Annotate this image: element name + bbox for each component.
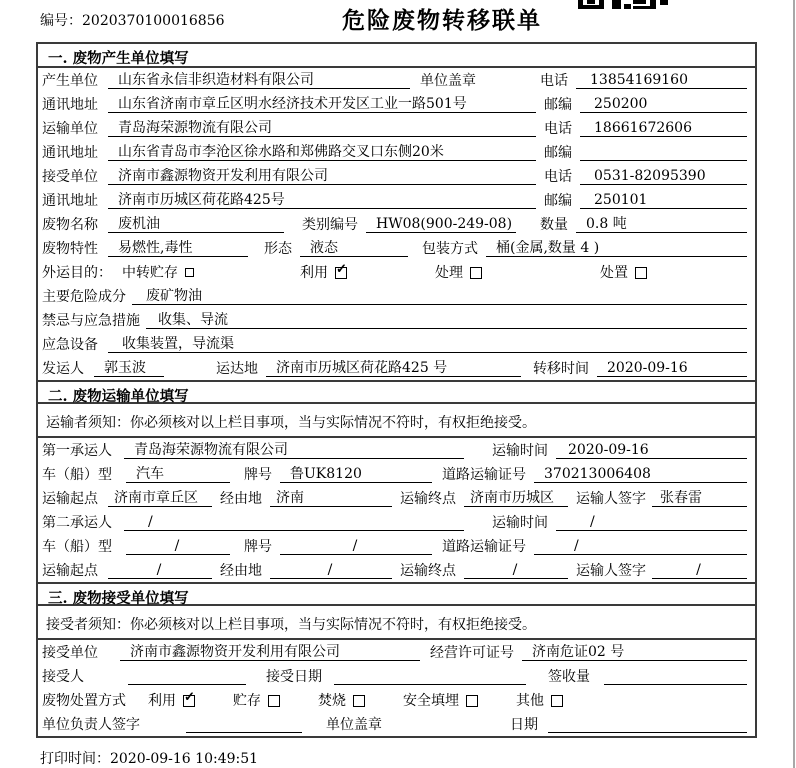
label-zip: 邮编 xyxy=(544,192,572,209)
label-vehicle-type: 车（船）型 xyxy=(42,466,112,483)
value-category-code: HW08(900-249-08) xyxy=(366,216,516,233)
option-disposal-other-label: 其他 xyxy=(516,692,544,709)
label-emergency-equipment: 应急设备 xyxy=(42,336,98,353)
label-transporter-signature: 运输人签字 xyxy=(576,490,646,507)
label-packaging: 包装方式 xyxy=(422,240,478,257)
label-first-carrier: 第一承运人 xyxy=(42,442,112,459)
label-transfer-purpose: 外运目的： xyxy=(42,264,112,281)
checkbox-dispose-unchecked[interactable] xyxy=(635,267,647,279)
doc-number-value: 2020370100016856 xyxy=(82,13,225,29)
checkbox-treat-unchecked[interactable] xyxy=(470,267,482,279)
value-acceptor xyxy=(128,684,246,685)
value-producer-phone: 13854169160 xyxy=(576,72,747,89)
label-unit-seal: 单位盖章 xyxy=(326,716,382,733)
value-precautions: 收集、导流 xyxy=(146,312,747,329)
label-route-end: 运输终点 xyxy=(400,562,456,579)
value-vehicle-type: 汽车 xyxy=(126,466,230,483)
label-hazard-component: 主要危险成分 xyxy=(42,288,126,305)
checkbox-disposal-burn-unchecked[interactable] xyxy=(353,695,365,707)
value-transport-time2: / xyxy=(556,514,747,531)
label-dispatcher: 发运人 xyxy=(42,360,84,377)
value-received-quantity xyxy=(604,684,747,685)
option-dispose-label: 处置 xyxy=(600,264,628,281)
value-hazard-component: 废矿物油 xyxy=(132,288,747,305)
row-producer-unit xyxy=(38,68,755,92)
label-via: 经由地 xyxy=(220,562,262,579)
value-route-end2: / xyxy=(464,562,568,579)
option-utilize xyxy=(300,261,347,281)
value-sign-date xyxy=(548,732,747,733)
checkbox-disposal-other-unchecked[interactable] xyxy=(551,695,563,707)
label-phone: 电话 xyxy=(544,120,572,137)
check-mark-icon: ✓ xyxy=(336,261,347,277)
value-via2: / xyxy=(270,562,392,579)
option-dispose xyxy=(600,265,647,281)
label-address: 通讯地址 xyxy=(42,144,98,161)
label-route-end: 运输终点 xyxy=(400,490,456,507)
row-hazard-component xyxy=(38,284,755,308)
value-license-number: 济南危证02 号 xyxy=(522,644,747,661)
label-plate-number: 牌号 xyxy=(244,538,272,555)
value-waste-name: 废机油 xyxy=(108,216,284,233)
value-producer-unit: 山东省永信非织造材料有限公司 xyxy=(108,72,410,89)
label-unit-seal: 单位盖章 xyxy=(420,72,476,89)
label-road-permit: 道路运输证号 xyxy=(442,466,526,483)
row-responsible-signature xyxy=(38,712,755,736)
value-dispatcher: 郭玉波 xyxy=(94,360,164,377)
section3-notice: 接受者须知：你必须核对以上栏目事项，当与实际情况不符时，有权拒绝接受。 xyxy=(38,606,755,640)
option-disposal-store xyxy=(233,693,280,709)
option-disposal-other xyxy=(516,693,563,709)
label-phone: 电话 xyxy=(540,72,568,89)
print-time-label: 打印时间： xyxy=(40,751,110,767)
row-producer-address xyxy=(38,92,755,116)
value-accept-date xyxy=(334,684,526,685)
print-time xyxy=(40,748,258,768)
option-disposal-landfill-label: 安全填埋 xyxy=(403,692,459,709)
label-transport-unit: 运输单位 xyxy=(42,120,98,137)
value-route-end: 济南市历城区 xyxy=(464,490,568,507)
label-route-start: 运输起点 xyxy=(42,490,98,507)
value-transport-phone: 18661672606 xyxy=(580,120,747,137)
row-receiver-address xyxy=(38,188,755,212)
label-route-start: 运输起点 xyxy=(42,562,98,579)
value-emergency-equipment: 收集装置，导流渠 xyxy=(108,336,747,353)
label-phone: 电话 xyxy=(544,168,572,185)
label-license-number: 经营许可证号 xyxy=(430,644,514,661)
checkbox-disposal-utilize-checked[interactable] xyxy=(183,689,195,707)
value-transport-zip xyxy=(580,160,747,161)
value-transfer-time: 2020-09-16 xyxy=(597,360,747,377)
checkbox-disposal-landfill-unchecked[interactable] xyxy=(466,695,478,707)
row-receiver-unit xyxy=(38,164,755,188)
row-disposal-method xyxy=(38,688,755,712)
value-responsible-signature xyxy=(186,732,302,733)
label-address: 通讯地址 xyxy=(42,96,98,113)
value-second-carrier: / xyxy=(124,514,464,531)
label-quantity: 数量 xyxy=(540,216,568,233)
row-accept-unit xyxy=(38,640,755,664)
label-form: 形态 xyxy=(264,240,292,257)
label-acceptor: 接受人 xyxy=(42,668,84,685)
value-quantity: 0.8 吨 xyxy=(576,216,747,233)
row-waste-property xyxy=(38,236,755,260)
value-transporter-signature2: / xyxy=(652,562,747,579)
qr-code-fragment-icon xyxy=(578,0,668,9)
label-vehicle-type: 车（船）型 xyxy=(42,538,112,555)
value-transport-address: 山东省青岛市李沧区徐水路和郑佛路交叉口东侧20米 xyxy=(108,144,536,161)
option-utilize-label: 利用 xyxy=(300,264,328,281)
manifest-table xyxy=(36,42,757,738)
row-vehicle2 xyxy=(38,534,755,558)
page-header xyxy=(0,0,796,42)
label-accept-unit: 接受单位 xyxy=(42,644,98,661)
section1-header: 一. 废物产生单位填写 xyxy=(38,44,755,68)
value-receiver-zip: 250101 xyxy=(580,192,747,209)
value-form: 液态 xyxy=(300,240,408,257)
value-transport-time: 2020-09-16 xyxy=(556,442,747,459)
value-via: 济南 xyxy=(270,490,392,507)
value-waste-property: 易燃性,毒性 xyxy=(108,240,248,257)
label-disposal-method: 废物处置方式 xyxy=(42,692,126,709)
section3-header: 三. 废物接受单位填写 xyxy=(38,582,755,606)
row-transport-unit xyxy=(38,116,755,140)
option-disposal-burn xyxy=(318,693,365,709)
row-route1 xyxy=(38,486,755,510)
value-road-permit2: / xyxy=(534,538,747,555)
label-second-carrier: 第二承运人 xyxy=(42,514,112,531)
label-category-code: 类别编号 xyxy=(302,216,358,233)
checkbox-transfer-storage-unchecked[interactable] xyxy=(185,268,194,277)
row-transport-address xyxy=(38,140,755,164)
label-precautions: 禁忌与应急措施 xyxy=(42,312,140,329)
label-receiver-unit: 接受单位 xyxy=(42,168,98,185)
row-route2 xyxy=(38,558,755,582)
doc-number-label: 编号： xyxy=(40,13,82,29)
label-zip: 邮编 xyxy=(544,144,572,161)
label-waste-property: 废物特性 xyxy=(42,240,98,257)
page-edge-line xyxy=(793,0,795,768)
label-transport-time: 运输时间 xyxy=(492,514,548,531)
label-transfer-time: 转移时间 xyxy=(533,360,589,377)
value-producer-address: 山东省济南市章丘区明水经济技术开发区工业一路501号 xyxy=(108,96,536,113)
value-receiver-unit: 济南市鑫源物资开发利用有限公司 xyxy=(108,168,536,185)
label-transport-time: 运输时间 xyxy=(492,442,548,459)
label-received-quantity: 签收量 xyxy=(548,668,590,685)
label-producer-unit: 产生单位 xyxy=(42,72,98,89)
value-receiver-address: 济南市历城区荷花路425号 xyxy=(108,192,536,209)
label-waste-name: 废物名称 xyxy=(42,216,98,233)
label-via: 经由地 xyxy=(220,490,262,507)
option-disposal-store-label: 贮存 xyxy=(233,692,261,709)
value-accept-unit: 济南市鑫源物资开发利用有限公司 xyxy=(120,644,420,661)
page-title: 危险废物转移联单 xyxy=(342,7,542,34)
row-emergency-equipment xyxy=(38,332,755,356)
label-destination: 运达地 xyxy=(216,360,258,377)
option-disposal-utilize-label: 利用 xyxy=(148,692,176,709)
option-transfer-storage xyxy=(122,265,194,281)
option-disposal-utilize xyxy=(148,689,195,709)
row-vehicle1 xyxy=(38,462,755,486)
value-receiver-phone: 0531-82095390 xyxy=(580,168,747,185)
value-first-carrier: 青岛海荣源物流有限公司 xyxy=(124,442,464,459)
label-accept-date: 接受日期 xyxy=(266,668,322,685)
label-responsible-signature: 单位负责人签字 xyxy=(42,716,140,733)
value-route-start: 济南市章丘区 xyxy=(108,490,212,507)
value-destination: 济南市历城区荷花路425 号 xyxy=(266,360,521,377)
value-transport-unit: 青岛海荣源物流有限公司 xyxy=(108,120,536,137)
value-vehicle-type2: / xyxy=(126,538,230,555)
row-first-carrier xyxy=(38,438,755,462)
value-plate-number2: / xyxy=(280,538,432,555)
option-disposal-landfill xyxy=(403,693,478,709)
value-road-permit: 370213006408 xyxy=(534,466,747,483)
label-date: 日期 xyxy=(510,716,538,733)
label-transporter-signature: 运输人签字 xyxy=(576,562,646,579)
value-plate-number: 鲁UK8120 xyxy=(280,466,432,483)
checkbox-disposal-store-unchecked[interactable] xyxy=(268,695,280,707)
print-time-value: 2020-09-16 10:49:51 xyxy=(110,751,259,767)
row-dispatcher xyxy=(38,356,755,380)
row-precautions xyxy=(38,308,755,332)
label-zip: 邮编 xyxy=(544,96,572,113)
value-transporter-signature: 张春雷 xyxy=(652,490,747,507)
check-mark-icon: ✓ xyxy=(184,689,195,705)
row-acceptor xyxy=(38,664,755,688)
row-transfer-purpose xyxy=(38,260,755,284)
value-packaging: 桶(金属,数量 4 ) xyxy=(486,240,747,257)
label-address: 通讯地址 xyxy=(42,192,98,209)
value-route-start2: / xyxy=(108,562,212,579)
option-treat xyxy=(435,265,482,281)
label-plate-number: 牌号 xyxy=(244,466,272,483)
section2-header: 二. 废物运输单位填写 xyxy=(38,380,755,404)
row-waste-name xyxy=(38,212,755,236)
option-disposal-burn-label: 焚烧 xyxy=(318,692,346,709)
option-treat-label: 处理 xyxy=(435,264,463,281)
section2-notice: 运输者须知：你必须核对以上栏目事项，当与实际情况不符时，有权拒绝接受。 xyxy=(38,404,755,438)
checkbox-utilize-checked[interactable] xyxy=(335,261,347,279)
option-transfer-storage-label: 中转贮存 xyxy=(122,264,178,281)
row-second-carrier xyxy=(38,510,755,534)
label-road-permit: 道路运输证号 xyxy=(442,538,526,555)
value-producer-zip: 250200 xyxy=(580,96,747,113)
